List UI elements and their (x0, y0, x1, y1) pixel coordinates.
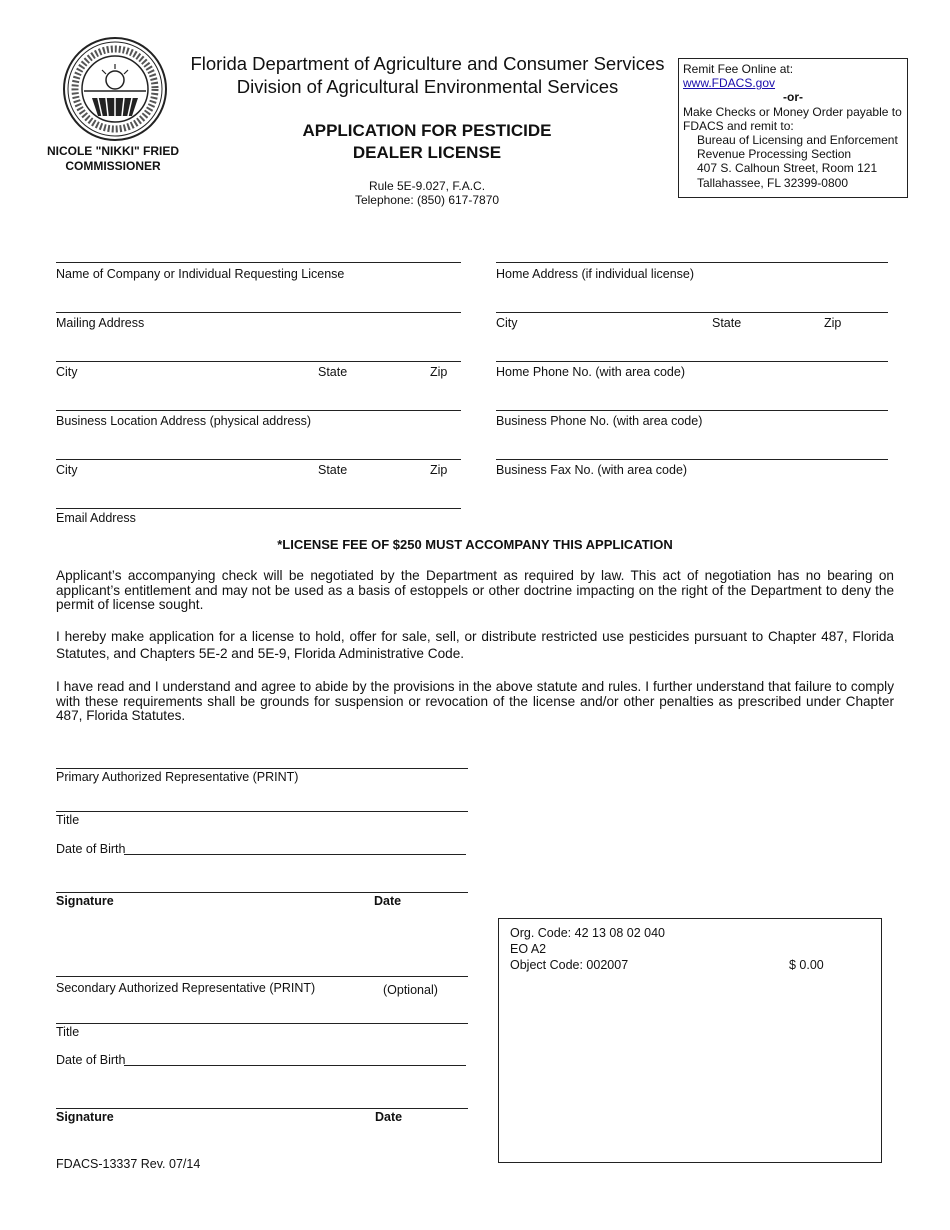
paragraph-negotiation: Applicant’s accompanying check will be negotiated by the Department as required by law. This act of negotiation has no bearing on applicant’s entitlement and may not be used as a basis of estoppels or other doctrine impacting on the right of the Department to deny the permit of license sought. (56, 568, 894, 613)
remit-online-label: Remit Fee Online at: (683, 62, 794, 76)
business-city-label: City (56, 463, 78, 477)
business-city-state-zip-field[interactable] (56, 459, 461, 460)
license-fee-notice: *LICENSE FEE OF $250 MUST ACCOMPANY THIS APPLICATION (277, 537, 673, 552)
business-fax-label: Business Fax No. (with area code) (496, 463, 688, 477)
mailing-city-label: City (56, 365, 78, 379)
remit-or: -or- (783, 90, 803, 105)
remit-address-1: Bureau of Licensing and Enforcement (697, 133, 898, 148)
commissioner-title: COMMISSIONER (65, 159, 161, 173)
business-fax-field[interactable] (496, 459, 888, 460)
secondary-title-field[interactable] (56, 1023, 468, 1024)
mailing-address-field[interactable] (56, 312, 461, 313)
business-location-label: Business Location Address (physical address) (56, 414, 311, 428)
division-name: Division of Agricultural Environmental Services (236, 76, 619, 97)
mailing-zip-label: Zip (430, 365, 448, 379)
home-zip-label: Zip (824, 316, 842, 330)
mailing-address-label: Mailing Address (56, 316, 145, 330)
form-number: FDACS-13337 Rev. 07/14 (56, 1157, 201, 1171)
secondary-date-label: Date (375, 1110, 403, 1124)
paragraph-agreement: I have read and I understand and agree to abide by the provisions in the above statute and rules. I further understand that failure to comply with these requirements shall be grounds for suspension or revocation of the license and/or other penalties as prescribed under Chapter 487, Florida Statutes. (56, 679, 894, 724)
company-name-field[interactable] (56, 262, 461, 263)
commissioner-block (30, 144, 196, 174)
secondary-dob-field[interactable] (124, 1065, 466, 1066)
email-label: Email Address (56, 511, 136, 525)
primary-date-label: Date (374, 894, 402, 908)
title-line-2: DEALER LICENSE (352, 143, 502, 162)
primary-rep-label: Primary Authorized Representative (PRINT) (56, 770, 299, 784)
secondary-signature-field[interactable] (56, 1108, 468, 1109)
paragraph-application: I hereby make application for a license to hold, offer for sale, sell, or distribute restricted use pesticides pursuant to Chapter 487, Florida Statutes, and Chapters 5E-2 and 5E-9, Florida Administrative Code. (56, 629, 894, 661)
email-field[interactable] (56, 508, 461, 509)
primary-signature-label: Signature (56, 894, 114, 908)
business-state-label: State (318, 463, 348, 477)
secondary-title-label: Title (56, 1025, 80, 1039)
remit-address-3: 407 S. Calhoun Street, Room 121 (697, 161, 878, 176)
rule-info (300, 179, 554, 207)
primary-title-field[interactable] (56, 811, 468, 812)
optional-label: (Optional) (383, 983, 438, 997)
remit-address-4: Tallahassee, FL 32399-0800 (697, 175, 848, 190)
home-city-state-zip-field[interactable] (496, 312, 888, 313)
mailing-state-label: State (318, 365, 348, 379)
home-state-label: State (712, 316, 742, 330)
business-location-field[interactable] (56, 410, 461, 411)
company-name-label: Name of Company or Individual Requesting License (56, 267, 345, 281)
fdacs-link[interactable]: www.FDACS.gov (683, 76, 776, 91)
fee-amount: $ 0.00 (789, 958, 824, 972)
title-line-1: APPLICATION FOR PESTICIDE (302, 121, 552, 140)
eo-code: EO A2 (510, 942, 547, 956)
remit-fee-box (678, 58, 908, 198)
office-use-box (498, 918, 882, 1163)
org-code: Org. Code: 42 13 08 02 040 (510, 926, 665, 940)
business-phone-field[interactable] (496, 410, 888, 411)
telephone: Telephone: (850) 617-7870 (354, 193, 500, 207)
business-phone-label: Business Phone No. (with area code) (496, 414, 703, 428)
secondary-rep-field[interactable] (56, 976, 468, 977)
remit-address-2: Revenue Processing Section (697, 147, 852, 162)
page-title (240, 120, 614, 164)
department-heading (180, 52, 675, 98)
rule-reference: Rule 5E-9.027, F.A.C. (368, 179, 486, 193)
commissioner-name: NICOLE "NIKKI" FRIED (46, 144, 180, 158)
remit-checks-line-1: Make Checks or Money Order payable to (683, 104, 902, 119)
business-zip-label: Zip (430, 463, 448, 477)
department-seal (62, 36, 168, 142)
home-address-field[interactable] (496, 262, 888, 263)
home-city-label: City (496, 316, 518, 330)
home-phone-label: Home Phone No. (with area code) (496, 365, 685, 379)
mailing-city-state-zip-field[interactable] (56, 361, 461, 362)
object-code: Object Code: 002007 (510, 958, 629, 972)
primary-dob-label: Date of Birth (56, 842, 126, 856)
secondary-signature-label: Signature (56, 1110, 114, 1124)
primary-title-label: Title (56, 813, 80, 827)
home-address-label: Home Address (if individual license) (496, 267, 695, 281)
primary-dob-field[interactable] (124, 854, 466, 855)
remit-checks-line-2: FDACS and remit to: (683, 118, 794, 133)
primary-signature-field[interactable] (56, 892, 468, 893)
secondary-rep-label: Secondary Authorized Representative (PRINT) (56, 981, 316, 995)
home-phone-field[interactable] (496, 361, 888, 362)
secondary-dob-label: Date of Birth (56, 1053, 126, 1067)
primary-rep-field[interactable] (56, 768, 468, 769)
department-name: Florida Department of Agriculture and Consumer Services (190, 53, 665, 74)
